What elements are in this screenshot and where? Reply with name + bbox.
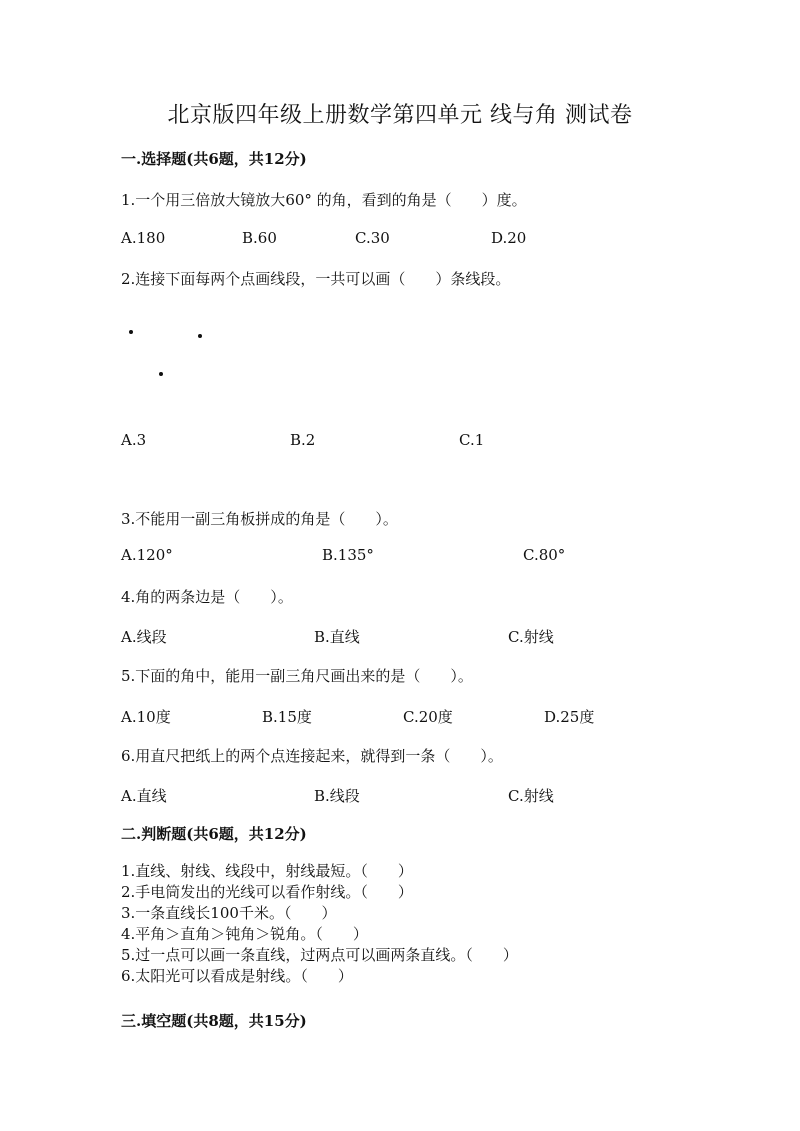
q5-option-b: B.15度: [262, 708, 312, 726]
q5-option-a: A.10度: [121, 708, 171, 726]
q4-option-c: C.射线: [508, 628, 554, 646]
question-2: 2.连接下面每两个点画线段，一共可以画（ ）条线段。: [121, 270, 511, 288]
question-5: 5.下面的角中，能用一副三角尺画出来的是（ ）。: [121, 667, 473, 685]
q1-option-b: B.60: [242, 229, 277, 247]
q6-option-c: C.射线: [508, 787, 554, 805]
judgment-item: 2.手电筒发出的光线可以看作射线。（ ）: [121, 883, 413, 901]
q2-option-b: B.2: [290, 431, 316, 449]
judgment-item: 6.太阳光可以看成是射线。（ ）: [121, 967, 353, 985]
q3-option-a: A.120°: [121, 546, 173, 564]
judgment-item: 1.直线、射线、线段中，射线最短。（ ）: [121, 862, 413, 880]
q6-option-b: B.线段: [314, 787, 360, 805]
q4-option-a: A.线段: [121, 628, 167, 646]
question-4: 4.角的两条边是（ ）。: [121, 588, 293, 606]
q4-option-b: B.直线: [314, 628, 360, 646]
section-heading-choice: 一.选择题(共6题，共12分): [121, 150, 307, 168]
q1-option-a: A.180: [121, 229, 166, 247]
q5-option-d: D.25度: [544, 708, 595, 726]
q6-option-a: A.直线: [121, 787, 167, 805]
q3-option-c: C.80°: [523, 546, 566, 564]
q1-option-d: D.20: [491, 229, 527, 247]
page-title: 北京版四年级上册数学第四单元 线与角 测试卷: [167, 103, 633, 128]
q1-option-c: C.30: [355, 229, 390, 247]
judgment-item: 4.平角＞直角＞钝角＞锐角。（ ）: [121, 925, 368, 943]
point-dot: [159, 372, 163, 376]
judgment-item: 5.过一点可以画一条直线，过两点可以画两条直线。（ ）: [121, 946, 518, 964]
question-3: 3.不能用一副三角板拼成的角是（ ）。: [121, 510, 398, 528]
question-1: 1.一个用三倍放大镜放大60° 的角，看到的角是（ ）度。: [121, 191, 527, 209]
q2-option-a: A.3: [121, 431, 147, 449]
section-heading-fill: 三.填空题(共8题，共15分): [121, 1012, 307, 1030]
question-6: 6.用直尺把纸上的两个点连接起来，就得到一条（ ）。: [121, 747, 503, 765]
judgment-item: 3.一条直线长100千米。（ ）: [121, 904, 337, 922]
q3-option-b: B.135°: [322, 546, 374, 564]
q2-option-c: C.1: [459, 431, 485, 449]
point-dot: [129, 330, 133, 334]
q5-option-c: C.20度: [403, 708, 453, 726]
section-heading-judgment: 二.判断题(共6题，共12分): [121, 825, 307, 843]
point-dot: [198, 334, 202, 338]
